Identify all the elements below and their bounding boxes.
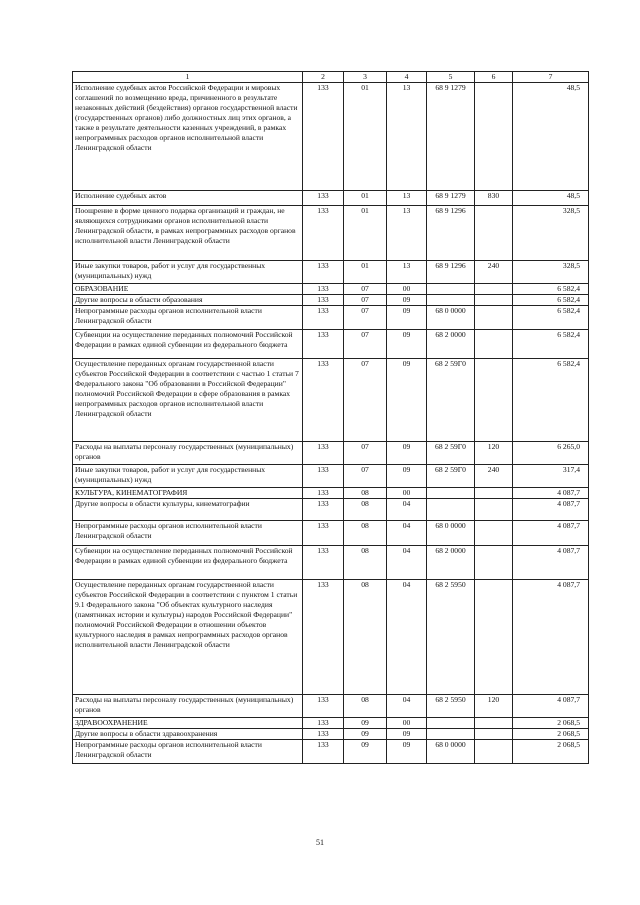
row-subsection-code: 09 — [387, 359, 427, 442]
row-amount: 6 582,4 — [513, 295, 589, 306]
table-row — [73, 718, 589, 729]
row-ministry-code: 133 — [303, 695, 344, 718]
table-row — [73, 359, 589, 442]
row-ministry-code: 133 — [303, 521, 344, 546]
row-section-code: 08 — [344, 546, 387, 580]
row-subsection-code: 09 — [387, 465, 427, 488]
row-target-code: 68 9 1279 — [427, 83, 475, 191]
row-amount: 4 087,7 — [513, 580, 589, 695]
row-expense-type — [475, 206, 513, 261]
row-amount: 4 087,7 — [513, 546, 589, 580]
row-section-code: 09 — [344, 718, 387, 729]
row-ministry-code: 133 — [303, 729, 344, 740]
row-expense-type — [475, 580, 513, 695]
row-name: Субвенции на осуществление переданных полномочий Российской Федерации в рамках единой субвенции из федерального бюджета — [73, 330, 303, 359]
table-row — [73, 521, 589, 546]
row-subsection-code: 09 — [387, 330, 427, 359]
row-amount: 328,5 — [513, 206, 589, 261]
row-section-code: 07 — [344, 330, 387, 359]
row-subsection-code: 09 — [387, 295, 427, 306]
row-expense-type — [475, 359, 513, 442]
row-amount: 48,5 — [513, 191, 589, 206]
row-target-code — [427, 718, 475, 729]
row-expense-type — [475, 284, 513, 295]
row-section-code: 08 — [344, 580, 387, 695]
row-expense-type: 240 — [475, 261, 513, 284]
row-amount: 48,5 — [513, 83, 589, 191]
row-name: Иные закупки товаров, работ и услуг для государственных (муниципальных) нужд — [73, 465, 303, 488]
row-name: Другие вопросы в области образования — [73, 295, 303, 306]
row-subsection-code: 00 — [387, 284, 427, 295]
row-subsection-code: 00 — [387, 718, 427, 729]
row-name: Субвенции на осуществление переданных полномочий Российской Федерации в рамках единой субвенции из федерального бюджета — [73, 546, 303, 580]
row-name: Расходы на выплаты персоналу государственных (муниципальных) органов — [73, 442, 303, 465]
row-amount: 4 087,7 — [513, 488, 589, 499]
row-name: Непрограммные расходы органов исполнительной власти Ленинградской области — [73, 740, 303, 764]
row-name: Другие вопросы в области культуры, кинематографии — [73, 499, 303, 521]
row-name: Исполнение судебных актов — [73, 191, 303, 206]
row-expense-type — [475, 546, 513, 580]
row-subsection-code: 04 — [387, 695, 427, 718]
row-subsection-code: 13 — [387, 206, 427, 261]
row-ministry-code: 133 — [303, 191, 344, 206]
row-target-code: 68 0 0000 — [427, 740, 475, 764]
row-section-code: 07 — [344, 465, 387, 488]
row-subsection-code: 09 — [387, 442, 427, 465]
row-ministry-code: 133 — [303, 499, 344, 521]
row-name: Осуществление переданных органам государственной власти субъектов Российской Федерации в соответствии с пунктом 1 статьи 9.1 Федерального закона "Об объектах культурного наследия (памятниках истории и культуры) народов Российской Федерации" полномочий Российской Федерации в отношении объектов культурного наследия в рамках непрограммных расходов органов исполнительной власти Ленинградской области — [73, 580, 303, 695]
row-target-code: 68 9 1279 — [427, 191, 475, 206]
row-expense-type — [475, 718, 513, 729]
row-target-code — [427, 488, 475, 499]
row-section-code: 08 — [344, 488, 387, 499]
row-subsection-code: 04 — [387, 521, 427, 546]
row-ministry-code: 133 — [303, 295, 344, 306]
table-row — [73, 261, 589, 284]
row-subsection-code: 09 — [387, 306, 427, 330]
table-row — [73, 695, 589, 718]
header-row — [73, 72, 589, 83]
row-section-code: 07 — [344, 295, 387, 306]
row-target-code — [427, 284, 475, 295]
row-expense-type: 120 — [475, 695, 513, 718]
row-ministry-code: 133 — [303, 306, 344, 330]
row-name: Непрограммные расходы органов исполнительной власти Ленинградской области — [73, 521, 303, 546]
row-target-code: 68 0 0000 — [427, 306, 475, 330]
row-subsection-code: 04 — [387, 580, 427, 695]
row-ministry-code: 133 — [303, 718, 344, 729]
row-amount: 2 068,5 — [513, 718, 589, 729]
row-section-code: 07 — [344, 284, 387, 295]
row-expense-type — [475, 729, 513, 740]
row-amount: 6 265,0 — [513, 442, 589, 465]
header-col-6: 6 — [475, 72, 513, 83]
header-col-4: 4 — [387, 72, 427, 83]
row-amount: 2 068,5 — [513, 729, 589, 740]
table-row — [73, 729, 589, 740]
row-name: Непрограммные расходы органов исполнительной власти Ленинградской области — [73, 306, 303, 330]
header-col-5: 5 — [427, 72, 475, 83]
row-target-code: 68 2 5950 — [427, 580, 475, 695]
row-amount: 2 068,5 — [513, 740, 589, 764]
row-ministry-code: 133 — [303, 442, 344, 465]
row-ministry-code: 133 — [303, 206, 344, 261]
row-amount: 6 582,4 — [513, 306, 589, 330]
row-target-code — [427, 729, 475, 740]
row-target-code: 68 2 59Г0 — [427, 359, 475, 442]
row-section-code: 08 — [344, 695, 387, 718]
row-target-code: 68 0 0000 — [427, 521, 475, 546]
row-subsection-code: 04 — [387, 546, 427, 580]
row-amount: 6 582,4 — [513, 284, 589, 295]
row-ministry-code: 133 — [303, 580, 344, 695]
row-subsection-code: 09 — [387, 729, 427, 740]
row-section-code: 07 — [344, 359, 387, 442]
row-expense-type — [475, 740, 513, 764]
row-ministry-code: 133 — [303, 465, 344, 488]
row-name: Осуществление переданных органам государственной власти субъектов Российской Федерации в соответствии с частью 1 статьи 7 Федерального закона "Об образовании в Российской Федерации" полномочий Российской Федерации в сфере образования в рамках непрограммных расходов органов исполнительной власти Ленинградской области — [73, 359, 303, 442]
row-amount: 4 087,7 — [513, 695, 589, 718]
row-amount: 6 582,4 — [513, 359, 589, 442]
page-number: 51 — [316, 838, 324, 847]
row-expense-type — [475, 83, 513, 191]
row-subsection-code: 00 — [387, 488, 427, 499]
row-subsection-code: 04 — [387, 499, 427, 521]
row-amount: 328,5 — [513, 261, 589, 284]
row-section-code: 08 — [344, 521, 387, 546]
row-amount: 317,4 — [513, 465, 589, 488]
table-row — [73, 284, 589, 295]
row-section-code: 09 — [344, 729, 387, 740]
row-section-code: 08 — [344, 499, 387, 521]
table-row — [73, 191, 589, 206]
table-row — [73, 740, 589, 764]
header-col-1: 1 — [73, 72, 303, 83]
row-target-code: 68 9 1296 — [427, 261, 475, 284]
row-section-code: 07 — [344, 306, 387, 330]
row-expense-type — [475, 521, 513, 546]
row-name: ОБРАЗОВАНИЕ — [73, 284, 303, 295]
row-target-code: 68 2 0000 — [427, 330, 475, 359]
table-row — [73, 580, 589, 695]
table-row — [73, 295, 589, 306]
row-ministry-code: 133 — [303, 488, 344, 499]
row-target-code: 68 2 5950 — [427, 695, 475, 718]
row-expense-type — [475, 330, 513, 359]
row-section-code: 07 — [344, 442, 387, 465]
table-row — [73, 306, 589, 330]
row-name: КУЛЬТУРА, КИНЕМАТОГРАФИЯ — [73, 488, 303, 499]
table-row — [73, 465, 589, 488]
row-section-code: 01 — [344, 191, 387, 206]
row-amount: 4 087,7 — [513, 499, 589, 521]
row-target-code: 68 2 59Г0 — [427, 442, 475, 465]
row-section-code: 01 — [344, 261, 387, 284]
row-expense-type: 240 — [475, 465, 513, 488]
row-ministry-code: 133 — [303, 83, 344, 191]
row-amount: 4 087,7 — [513, 521, 589, 546]
row-name: ЗДРАВООХРАНЕНИЕ — [73, 718, 303, 729]
row-ministry-code: 133 — [303, 546, 344, 580]
row-expense-type — [475, 488, 513, 499]
row-expense-type — [475, 295, 513, 306]
row-subsection-code: 13 — [387, 191, 427, 206]
row-target-code — [427, 295, 475, 306]
row-ministry-code: 133 — [303, 284, 344, 295]
row-expense-type — [475, 306, 513, 330]
row-ministry-code: 133 — [303, 740, 344, 764]
row-section-code: 01 — [344, 83, 387, 191]
row-section-code: 09 — [344, 740, 387, 764]
row-target-code — [427, 499, 475, 521]
row-ministry-code: 133 — [303, 261, 344, 284]
budget-table — [72, 71, 589, 764]
row-subsection-code: 13 — [387, 261, 427, 284]
table-row — [73, 499, 589, 521]
header-col-3: 3 — [344, 72, 387, 83]
row-subsection-code: 13 — [387, 83, 427, 191]
row-target-code: 68 9 1296 — [427, 206, 475, 261]
row-name: Поощрение в форме ценного подарка организаций и граждан, не являющихся сотрудниками органов исполнительной власти Ленинградской области, в рамках непрограммных расходов органов исполнительной власти Ленинградской области — [73, 206, 303, 261]
row-ministry-code: 133 — [303, 330, 344, 359]
row-subsection-code: 09 — [387, 740, 427, 764]
table-row — [73, 83, 589, 191]
row-name: Исполнение судебных актов Российской Федерации и мировых соглашений по возмещению вреда, причиненного в результате незаконных действий (бездействия) органов государственной власти (государственных органов) либо должностных лиц этих органов, а также в результате деятельности казенных учреждений, в рамках непрограммных расходов органов исполнительной власти Ленинградской области — [73, 83, 303, 191]
table-row — [73, 330, 589, 359]
row-name: Иные закупки товаров, работ и услуг для государственных (муниципальных) нужд — [73, 261, 303, 284]
budget-table-container — [72, 71, 588, 764]
row-ministry-code: 133 — [303, 359, 344, 442]
row-amount: 6 582,4 — [513, 330, 589, 359]
header-col-2: 2 — [303, 72, 344, 83]
row-section-code: 01 — [344, 206, 387, 261]
row-expense-type: 120 — [475, 442, 513, 465]
header-col-7: 7 — [513, 72, 589, 83]
table-row — [73, 546, 589, 580]
table-row — [73, 488, 589, 499]
table-row — [73, 442, 589, 465]
table-row — [73, 206, 589, 261]
row-target-code: 68 2 59Г0 — [427, 465, 475, 488]
row-target-code: 68 2 0000 — [427, 546, 475, 580]
row-expense-type: 830 — [475, 191, 513, 206]
row-name: Расходы на выплаты персоналу государственных (муниципальных) органов — [73, 695, 303, 718]
row-expense-type — [475, 499, 513, 521]
row-name: Другие вопросы в области здравоохранения — [73, 729, 303, 740]
